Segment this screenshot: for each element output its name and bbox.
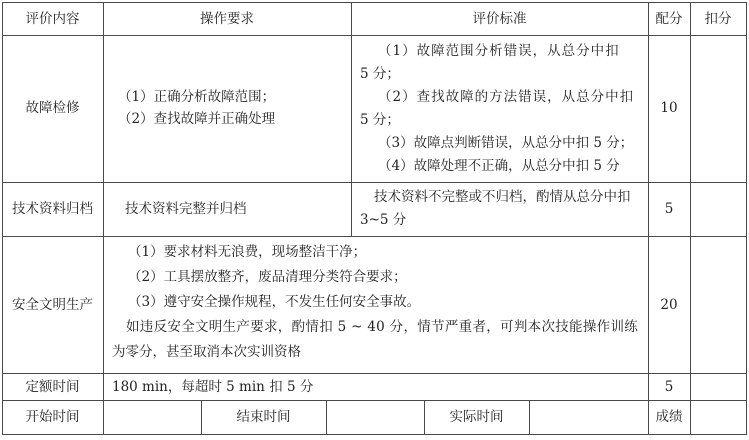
rule bbox=[690, 2, 691, 435]
rule bbox=[2, 2, 747, 3]
row-safety-details bbox=[112, 240, 638, 365]
rule bbox=[529, 400, 530, 435]
row-archive-content: 技术资料归档 bbox=[12, 201, 93, 217]
evaluation-table bbox=[2, 2, 747, 435]
row-fault-criteria bbox=[360, 40, 634, 178]
criteria-line: （1）故障范围分析错误，从总分中扣 bbox=[378, 43, 620, 59]
row-fault-content: 故障检修 bbox=[25, 100, 80, 116]
detail-line: 如违反安全文明生产要求，酌情扣 5 ~ 40 分，情节严重者，可判本次技能操作训练 bbox=[126, 319, 639, 335]
row-safety-score: 20 bbox=[660, 297, 678, 313]
header-score: 配分 bbox=[655, 11, 683, 27]
row-time-score: 5 bbox=[664, 379, 674, 395]
rule bbox=[2, 35, 747, 36]
rule bbox=[2, 236, 747, 237]
rule bbox=[746, 2, 747, 435]
footer-end-time: 结束时间 bbox=[236, 409, 291, 425]
criteria-line: （4）故障处理不正确，从总分中扣 5 分 bbox=[378, 158, 620, 174]
rule bbox=[2, 373, 747, 374]
criteria-line: 5 分； bbox=[360, 66, 400, 82]
header-deduction: 扣分 bbox=[704, 11, 732, 27]
row-safety-content: 安全文明生产 bbox=[12, 297, 93, 313]
row-time-details: 180 min，每超时 5 min 扣 5 分 bbox=[112, 379, 314, 395]
footer-start-time: 开始时间 bbox=[25, 409, 80, 425]
rule bbox=[2, 434, 747, 435]
criteria-line: （2）查找故障的方法错误，从总分中扣 bbox=[378, 89, 635, 105]
rule bbox=[2, 400, 747, 401]
row-archive-requirements: 技术资料完整并归档 bbox=[125, 201, 247, 217]
row-fault-requirements bbox=[118, 86, 275, 130]
detail-line: （1）要求材料无浪费，现场整洁干净； bbox=[128, 244, 367, 260]
row-archive-score: 5 bbox=[664, 201, 674, 217]
row-archive-criteria bbox=[360, 186, 631, 232]
detail-line: 为零分，甚至取消本次实训资格 bbox=[112, 344, 301, 360]
header-criteria: 评价标准 bbox=[472, 11, 527, 27]
detail-line: （3）遵守安全操作规程，不发生任何安全事故。 bbox=[128, 294, 421, 310]
rule bbox=[351, 2, 352, 237]
detail-line: （2）工具摆放整齐，废品清理分类符合要求； bbox=[128, 269, 407, 285]
header-content: 评价内容 bbox=[25, 11, 80, 27]
criteria-line: 3~5 分 bbox=[360, 212, 407, 228]
rule bbox=[326, 400, 327, 435]
footer-grade: 成绩 bbox=[655, 409, 683, 425]
requirement-line: （2）查找故障并正确处理 bbox=[118, 111, 276, 127]
row-time-content: 定额时间 bbox=[25, 379, 80, 395]
criteria-line: 技术资料不完整或不归档，酌情从总分中扣 bbox=[374, 189, 631, 205]
criteria-line: （3）故障点判断错误，从总分中扣 5 分； bbox=[378, 135, 634, 151]
rule bbox=[2, 182, 747, 183]
row-fault-score: 10 bbox=[660, 100, 678, 116]
footer-actual-time: 实际时间 bbox=[449, 409, 504, 425]
rule bbox=[103, 2, 104, 435]
requirement-line: （1）正确分析故障范围； bbox=[118, 89, 276, 105]
header-requirements: 操作要求 bbox=[200, 11, 254, 27]
criteria-line: 5 分； bbox=[360, 112, 400, 128]
